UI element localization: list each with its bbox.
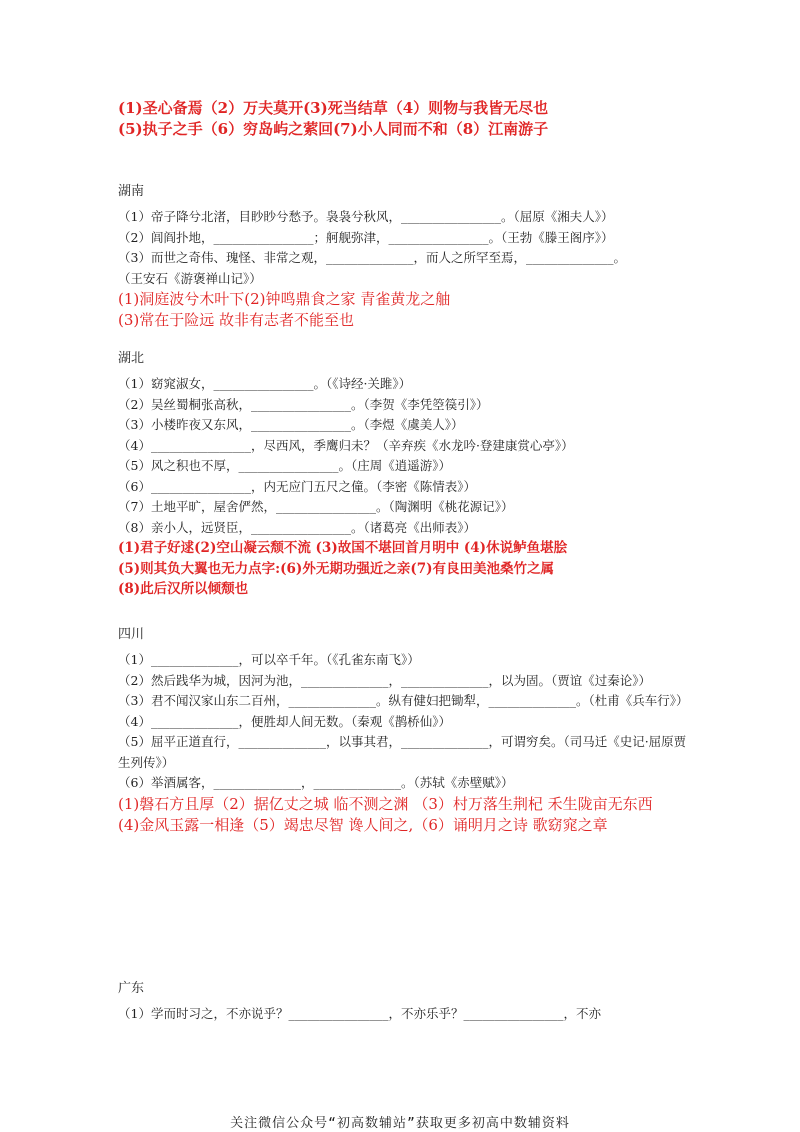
question-line: （4）________________，尽西风，季鹰归未？（辛弃疾《水龙吟·登建康赏心亭》） bbox=[118, 437, 574, 453]
answers-top bbox=[118, 98, 690, 140]
answer-line: (5)则其负大翼也无力点字:(6)外无期功强近之亲(7)有良田美池桑竹之属 bbox=[118, 560, 554, 577]
question-line: （1）______________，可以卒千年。（《孔雀东南飞》） bbox=[118, 652, 420, 667]
question-line: （6）举酒属客，______________，______________。（苏轼《赤壁赋》） bbox=[118, 775, 514, 790]
section-heading: 广东 bbox=[118, 981, 145, 996]
question-line: （3）小楼昨夜又东风，________________。（李煜《虞美人》） bbox=[118, 417, 464, 432]
footer-note: 关注微信公众号“初高数辅站”获取更多初高中数辅资料 bbox=[230, 1116, 570, 1131]
question-line: （3）而世之奇伟、瑰怪、非常之观，______________，而人之所罕至焉，______________。 bbox=[118, 250, 626, 265]
answer-line: (1)君子好逑(2)空山凝云颓不流 (3)故国不堪回首月明中 (4)休说鲈鱼堪脍 bbox=[118, 540, 568, 556]
question-line: （2）闾阎扑地，________________；舸舰弥津，________________。（王勃《滕王阁序》） bbox=[118, 229, 614, 245]
question-line: （5）屈平正道直行，______________，以事其君，______________，可谓穷矣。（司马迁《史记·屈原贾生列传》） bbox=[118, 734, 687, 770]
question-line: （1）窈窕淑女，________________。（《诗经·关雎》） bbox=[118, 376, 412, 391]
question-line: （4）______________，便胜却人间无数。（秦观《鹊桥仙》） bbox=[118, 713, 451, 729]
answer-line: (4)金风玉露一相逢（5）竭忠尽智 谗人间之,（6）诵明月之诗 歌窈窕之章 bbox=[118, 815, 608, 834]
question-line: （王安石《游褒禅山记》） bbox=[118, 270, 262, 286]
answer-line: (3)常在于险远 故非有志者不能至也 bbox=[118, 311, 355, 329]
question-line: （1）学而时习之，不亦说乎？________________，不亦乐乎？________________，不亦 bbox=[118, 1006, 601, 1021]
question-line: （2）然后践华为城，因河为池，______________，______________，以为固。（贾谊《过秦论》） bbox=[118, 672, 651, 688]
answer-line: (1)圣心备焉（2）万夫莫开(3)死当结草（4）则物与我皆无尽也 bbox=[118, 99, 549, 117]
question-line: （6）________________，内无应门五尺之僮。（李密《陈情表》） bbox=[118, 478, 476, 494]
section-sichuan bbox=[118, 626, 690, 836]
section-hubei bbox=[118, 350, 690, 600]
section-heading: 湖北 bbox=[118, 351, 145, 366]
question-line: （2）吴丝蜀桐张高秋，________________。（李贺《李凭箜篌引》） bbox=[118, 396, 489, 412]
answer-line: (8)此后汉所以倾颓也 bbox=[118, 581, 249, 597]
question-line: （5）风之积也不厚，________________。（庄周《逍遥游》） bbox=[118, 458, 451, 473]
answer-line: (5)执子之手（6）穷岛屿之萦回(7)小人同而不和（8）江南游子 bbox=[118, 120, 549, 138]
answer-line: (1)洞庭波兮木叶下(2)钟鸣鼎食之家 青雀黄龙之舳 bbox=[118, 290, 451, 308]
answer-line: (1)磐石方且厚（2）据亿丈之城 临不测之渊 （3）村万落生荆杞 禾生陇亩无东西 bbox=[118, 794, 653, 813]
question-line: （1）帝子降兮北渚，目眇眇兮愁予。袅袅兮秋风，________________。（屈原《湘夫人》） bbox=[118, 209, 614, 224]
question-line: （3）君不闻汉家山东二百州，______________。纵有健妇把锄犁，______________。（杜甫《兵车行》） bbox=[118, 693, 689, 708]
section-heading: 湖南 bbox=[118, 184, 145, 199]
question-line: （8）亲小人，远贤臣，________________。（诸葛亮《出师表》） bbox=[118, 519, 476, 535]
section-guangdong bbox=[118, 980, 690, 1025]
section-hunan bbox=[118, 183, 690, 331]
section-heading: 四川 bbox=[118, 627, 145, 642]
question-line: （7）土地平旷，屋舍俨然，________________。（陶渊明《桃花源记》） bbox=[118, 499, 514, 514]
